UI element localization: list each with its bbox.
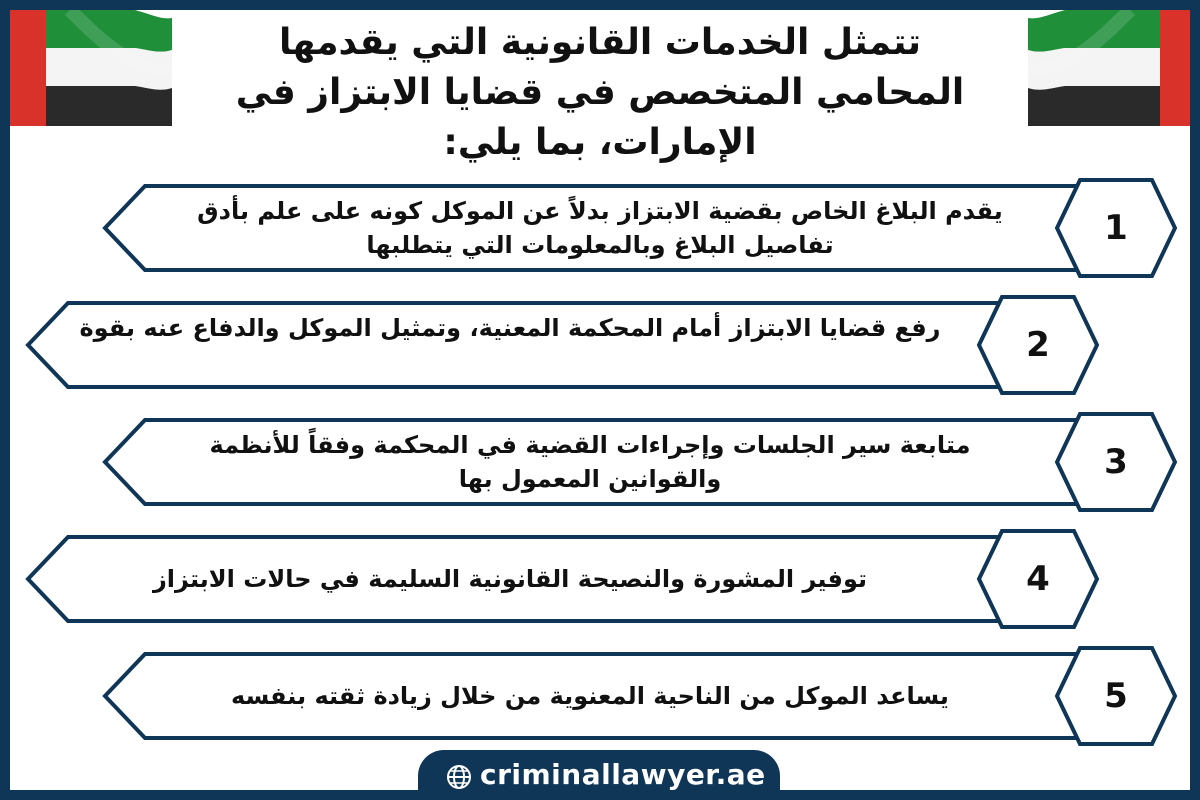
list-item xyxy=(0,646,1200,746)
uae-flag-right xyxy=(1010,10,1190,126)
item-number: 4 xyxy=(1026,559,1050,599)
item-number: 5 xyxy=(1104,676,1128,716)
item-text: يساعد الموكل من الناحية المعنوية من خلال زيادة ثقته بنفسه xyxy=(231,682,949,710)
footer-badge[interactable] xyxy=(418,750,780,800)
list-item xyxy=(0,295,1200,395)
page-title: تتمثل الخدمات القانونية التي يقدمها المحامي المتخصص في قضايا الابتزاز في الإمارات، بما يلي: xyxy=(235,22,965,163)
list-item xyxy=(0,178,1200,278)
item-number: 1 xyxy=(1104,208,1128,248)
list-item xyxy=(0,529,1200,629)
item-text: يقدم البلاغ الخاص بقضية الابتزاز بدلاً عن الموكل كونه على علم بأدق تفاصيل البلاغ وبالمعلومات التي يتطلبها xyxy=(197,197,1003,259)
item-text: توفير المشورة والنصيحة القانونية السليمة في حالات الابتزاز xyxy=(152,565,868,593)
item-text: رفع قضايا الابتزاز أمام المحكمة المعنية، وتمثيل الموكل والدفاع عنه بقوة xyxy=(79,314,941,342)
item-text: متابعة سير الجلسات وإجراءات القضية في المحكمة وفقاً للأنظمة والقوانين المعمول بها xyxy=(209,431,971,493)
globe-icon xyxy=(446,764,472,790)
item-number: 2 xyxy=(1026,325,1050,365)
website-link[interactable]: criminallawyer.ae xyxy=(480,758,766,791)
list-item xyxy=(0,412,1200,512)
item-number: 3 xyxy=(1104,442,1128,482)
uae-flag-left xyxy=(10,10,190,126)
